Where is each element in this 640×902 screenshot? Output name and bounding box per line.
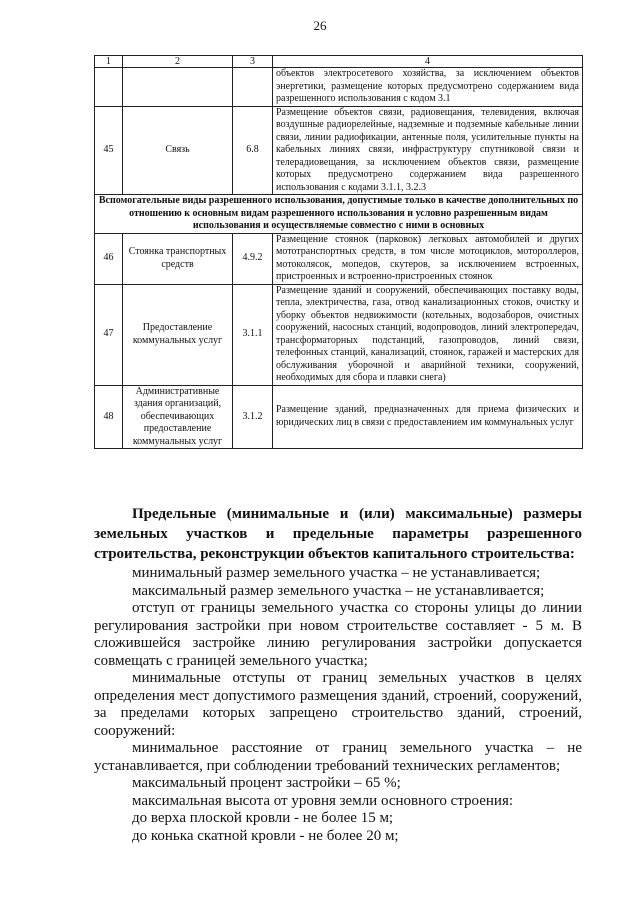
land-use-table [94,55,583,449]
row-number: 48 [95,385,123,449]
use-code [233,68,273,107]
page-number: 26 [313,18,327,33]
row-number: 47 [95,284,123,385]
section-row [95,195,583,234]
use-code: 3.1.1 [233,284,273,385]
use-description: объектов электросетевого хозяйства, за исключением объектов энергетики, размещение которых предусмотрено содержанием вида разрешенного использования с кодом 3.1 [273,68,583,107]
use-name: Стоянка транспортных средств [123,233,233,284]
table-row [95,385,583,449]
use-name: Административные здания организаций, обеспечивающих предоставление коммунальных услуг [123,385,233,449]
section-heading: Предельные (минимальные и (или) максимальные) размеры земельных участков и предельные параметры разрешенного строительства, реконструкции объектов капитального строительства: [94,506,582,562]
paragraph: максимальная высота от уровня земли основного строения: [132,792,514,809]
use-name: Связь [123,106,233,195]
row-number [95,68,123,107]
use-description: Размещение объектов связи, радиовещания, телевидения, включая воздушные радиорелейные, надземные и подземные кабельные линии связи, линии радиофикации, антенные поля, усилительные пункты на кабельных линиях связи, инфраструктуру спутниковой связи и телерадиовещания, за исключением объектов связи, размещение которых предусмотрено содержанием вида разрешенного использования с кодами 3.1.1, 3.2.3 [273,106,583,195]
column-header: 3 [233,56,273,68]
use-code: 4.9.2 [233,233,273,284]
regulations-text [94,504,582,845]
column-header: 1 [95,56,123,68]
paragraph: минимальное расстояние от границ земельного участка – не устанавливается, при соблюдении требований технических регламентов; [94,740,582,774]
paragraph: максимальный размер земельного участка – не устанавливается; [132,582,545,599]
row-number: 46 [95,233,123,284]
paragraph: минимальные отступы от границ земельных участков в целях определения мест допустимого размещения зданий, строений, сооружений, за пределами которых запрещено строительство зданий, строений, сооружений: [94,670,582,739]
column-header: 2 [123,56,233,68]
paragraph: до конька скатной кровли - не более 20 м; [132,827,399,844]
use-description: Размещение зданий и сооружений, обеспечивающих поставку воды, тепла, электричества, газа, отвод канализационных стоков, очистку и уборку объектов недвижимости (котельных, водозаборов, очистных сооружений, насосных станций, водопроводов, линий электропередач, трансформаторных подстанций, газопроводов, линий связи, телефонных станций, канализаций, стоянок, гаражей и мастерских для обслуживания уборочной и аварийной техники, сооружений, необходимых для сбора и плавки снега) [273,284,583,385]
table-row [95,68,583,107]
table-row [95,106,583,195]
section-title: Вспомогательные виды разрешенного использования, допустимые только в качестве дополнительных по отношению к основным видам разрешенного использования и условно разрешенным видам использования и осуществляемые совместно с ними в основных [95,195,583,234]
use-description: Размещение стоянок (парковок) легковых автомобилей и других мототранспортных средств, в том числе мотоциклов, мотороллеров, мотоколясок, мопедов, скутеров, за исключением встроенных, пристроенных и встроенно-пристроенных стоянок [273,233,583,284]
table-row [95,284,583,385]
table-header-row [95,56,583,68]
use-code: 6.8 [233,106,273,195]
paragraph: до верха плоской кровли - не более 15 м; [132,810,394,826]
row-number: 45 [95,106,123,195]
use-description: Размещение зданий, предназначенных для приема физических и юридических лиц в связи с предоставлением им коммунальных услуг [273,385,583,449]
paragraph: отступ от границы земельного участка со стороны улицы до линии регулирования застройки при новом строительстве составляет - 5 м. В сложившейся застройке линию регулирования застройки допускается совмещать с границей земельного участка; [94,600,582,669]
use-code: 3.1.2 [233,385,273,449]
column-header: 4 [273,56,583,68]
paragraph: максимальный процент застройки – 65 %; [132,775,401,791]
use-name [123,68,233,107]
use-name: Предоставление коммунальных услуг [123,284,233,385]
paragraph: минимальный размер земельного участка – не устанавливается; [132,565,541,581]
table-row [95,233,583,284]
